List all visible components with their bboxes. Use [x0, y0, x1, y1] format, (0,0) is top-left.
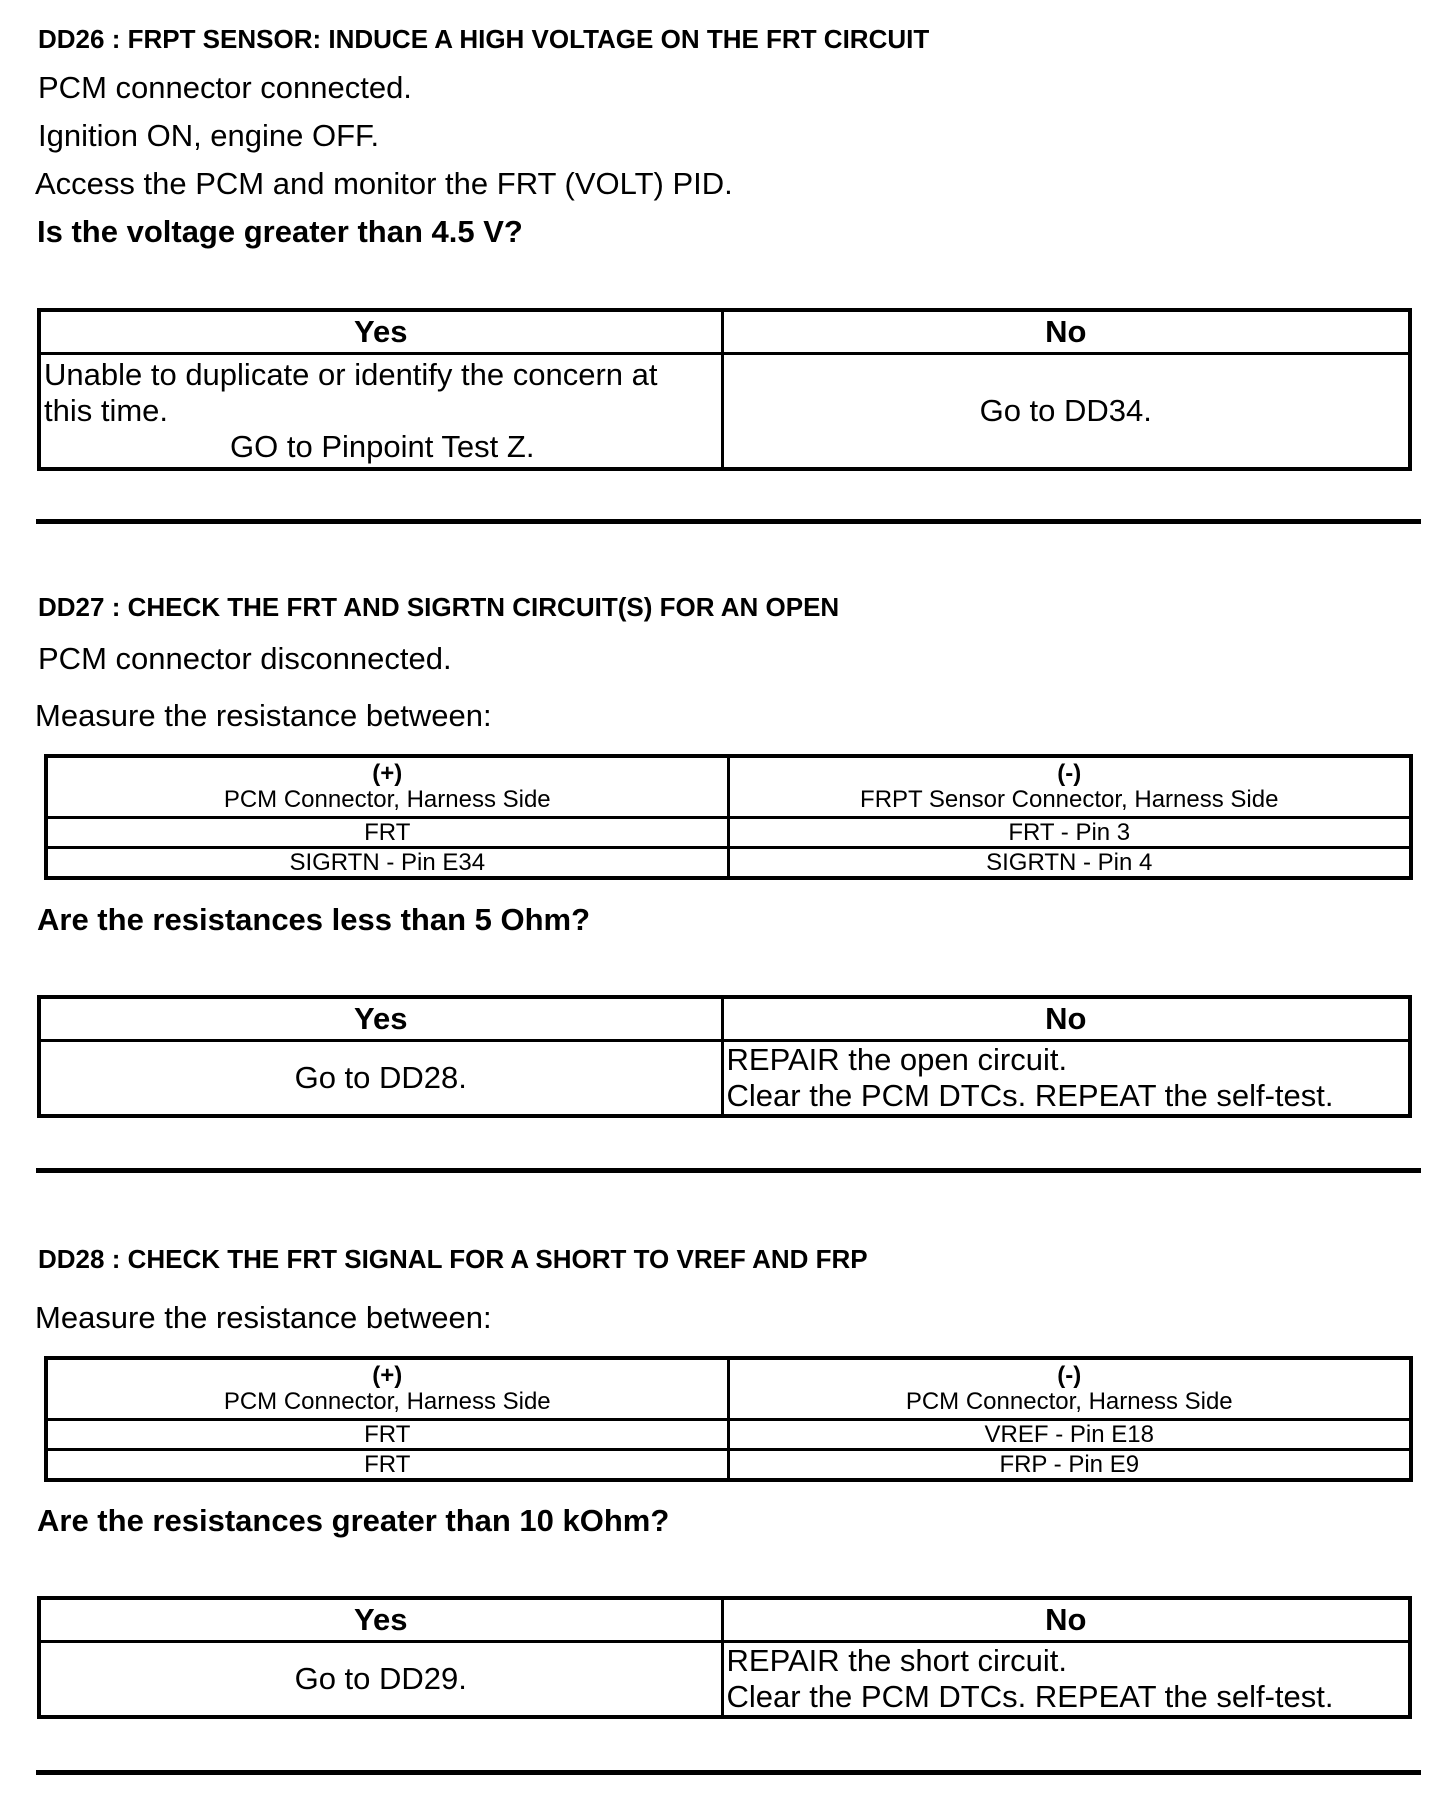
dd27-plus-header: [46, 756, 728, 818]
dd26-question: Is the voltage greater than 4.5 V?: [37, 214, 523, 249]
dd27-no-line-1: REPAIR the open circuit.: [726, 1042, 1068, 1077]
dd28-step-1: Measure the resistance between:: [35, 1300, 492, 1335]
dd27-step-2: Measure the resistance between:: [35, 698, 492, 733]
dd27-yes-line-1: Go to DD28.: [294, 1060, 467, 1095]
dd27-minus-symbol: (-): [1057, 760, 1082, 787]
dd27-yes-cell: [39, 1041, 722, 1117]
dd28-measure-table: [44, 1356, 1413, 1482]
dd26-yes-line-2: this time.: [44, 393, 169, 428]
dd28-heading: DD28 : CHECK THE FRT SIGNAL FOR A SHORT TO VREF AND FRP: [38, 1244, 868, 1274]
dd28-minus-label: PCM Connector, Harness Side: [905, 1388, 1233, 1415]
dd28-no-line-2: Clear the PCM DTCs. REPEAT the self-test.: [726, 1679, 1334, 1714]
dd27-decision-table: [37, 995, 1412, 1118]
dd27-row-1-minus: FRT - Pin 3: [728, 818, 1411, 848]
dd26-yes-cell: [39, 354, 722, 470]
dd27-no-line-2: Clear the PCM DTCs. REPEAT the self-test.: [726, 1078, 1334, 1113]
dd26-no-cell: [722, 354, 1410, 470]
dd28-no-line-1: REPAIR the short circuit.: [726, 1643, 1068, 1678]
dd26-heading: DD26 : FRPT SENSOR: INDUCE A HIGH VOLTAGE ON THE FRT CIRCUIT: [38, 24, 930, 54]
dd27-no-header: No: [722, 997, 1410, 1041]
table-row: [46, 818, 1411, 848]
table-row: [46, 1450, 1411, 1481]
dd28-minus-header: [728, 1358, 1411, 1420]
dd26-step-2: Ignition ON, engine OFF.: [38, 118, 380, 153]
dd28-yes-header: Yes: [39, 1598, 722, 1642]
dd27-step-1: PCM connector disconnected.: [38, 641, 452, 676]
dd28-row-2-minus: FRP - Pin E9: [728, 1450, 1411, 1481]
dd27-minus-header: [728, 756, 1411, 818]
dd28-yes-cell: [39, 1642, 722, 1718]
dd28-decision-table: [37, 1596, 1412, 1719]
section-divider: [36, 519, 1421, 524]
dd26-yes-line-1: Unable to duplicate or identify the concern at: [44, 357, 658, 392]
section-divider: [36, 1168, 1421, 1173]
table-row: [46, 848, 1411, 879]
dd27-row-2-minus: SIGRTN - Pin 4: [728, 848, 1411, 879]
dd28-minus-symbol: (-): [1057, 1362, 1082, 1389]
dd26-decision-table: [37, 308, 1412, 471]
dd28-row-1-minus: VREF - Pin E18: [728, 1420, 1411, 1450]
dd26-step-3: Access the PCM and monitor the FRT (VOLT) PID.: [35, 166, 733, 201]
dd27-plus-label: PCM Connector, Harness Side: [223, 786, 551, 813]
section-divider: [36, 1770, 1421, 1775]
dd28-no-header: No: [722, 1598, 1410, 1642]
dd28-row-1-plus: FRT: [46, 1420, 728, 1450]
dd27-row-2-plus: SIGRTN - Pin E34: [46, 848, 728, 879]
dd27-no-cell: [722, 1041, 1410, 1117]
dd27-minus-label: FRPT Sensor Connector, Harness Side: [860, 786, 1279, 813]
dd27-yes-header: Yes: [39, 997, 722, 1041]
dd27-row-1-plus: FRT: [46, 818, 728, 848]
dd28-question: Are the resistances greater than 10 kOhm?: [37, 1503, 670, 1538]
dd26-no-header: No: [722, 310, 1410, 354]
dd26-yes-header: Yes: [39, 310, 722, 354]
dd28-plus-label: PCM Connector, Harness Side: [223, 1388, 551, 1415]
dd28-row-2-plus: FRT: [46, 1450, 728, 1481]
dd27-question: Are the resistances less than 5 Ohm?: [37, 902, 591, 937]
dd26-no-line-1: Go to DD34.: [979, 393, 1152, 428]
dd27-heading: DD27 : CHECK THE FRT AND SIGRTN CIRCUIT(S) FOR AN OPEN: [38, 592, 840, 622]
dd26-step-1: PCM connector connected.: [38, 70, 412, 105]
dd28-yes-line-1: Go to DD29.: [294, 1661, 467, 1696]
dd26-yes-line-3: GO to Pinpoint Test Z.: [230, 429, 535, 464]
dd28-plus-symbol: (+): [372, 1362, 403, 1389]
dd27-measure-table: [44, 754, 1413, 880]
dd28-no-cell: [722, 1642, 1410, 1718]
dd27-plus-symbol: (+): [372, 760, 403, 787]
dd28-plus-header: [46, 1358, 728, 1420]
table-row: [46, 1420, 1411, 1450]
